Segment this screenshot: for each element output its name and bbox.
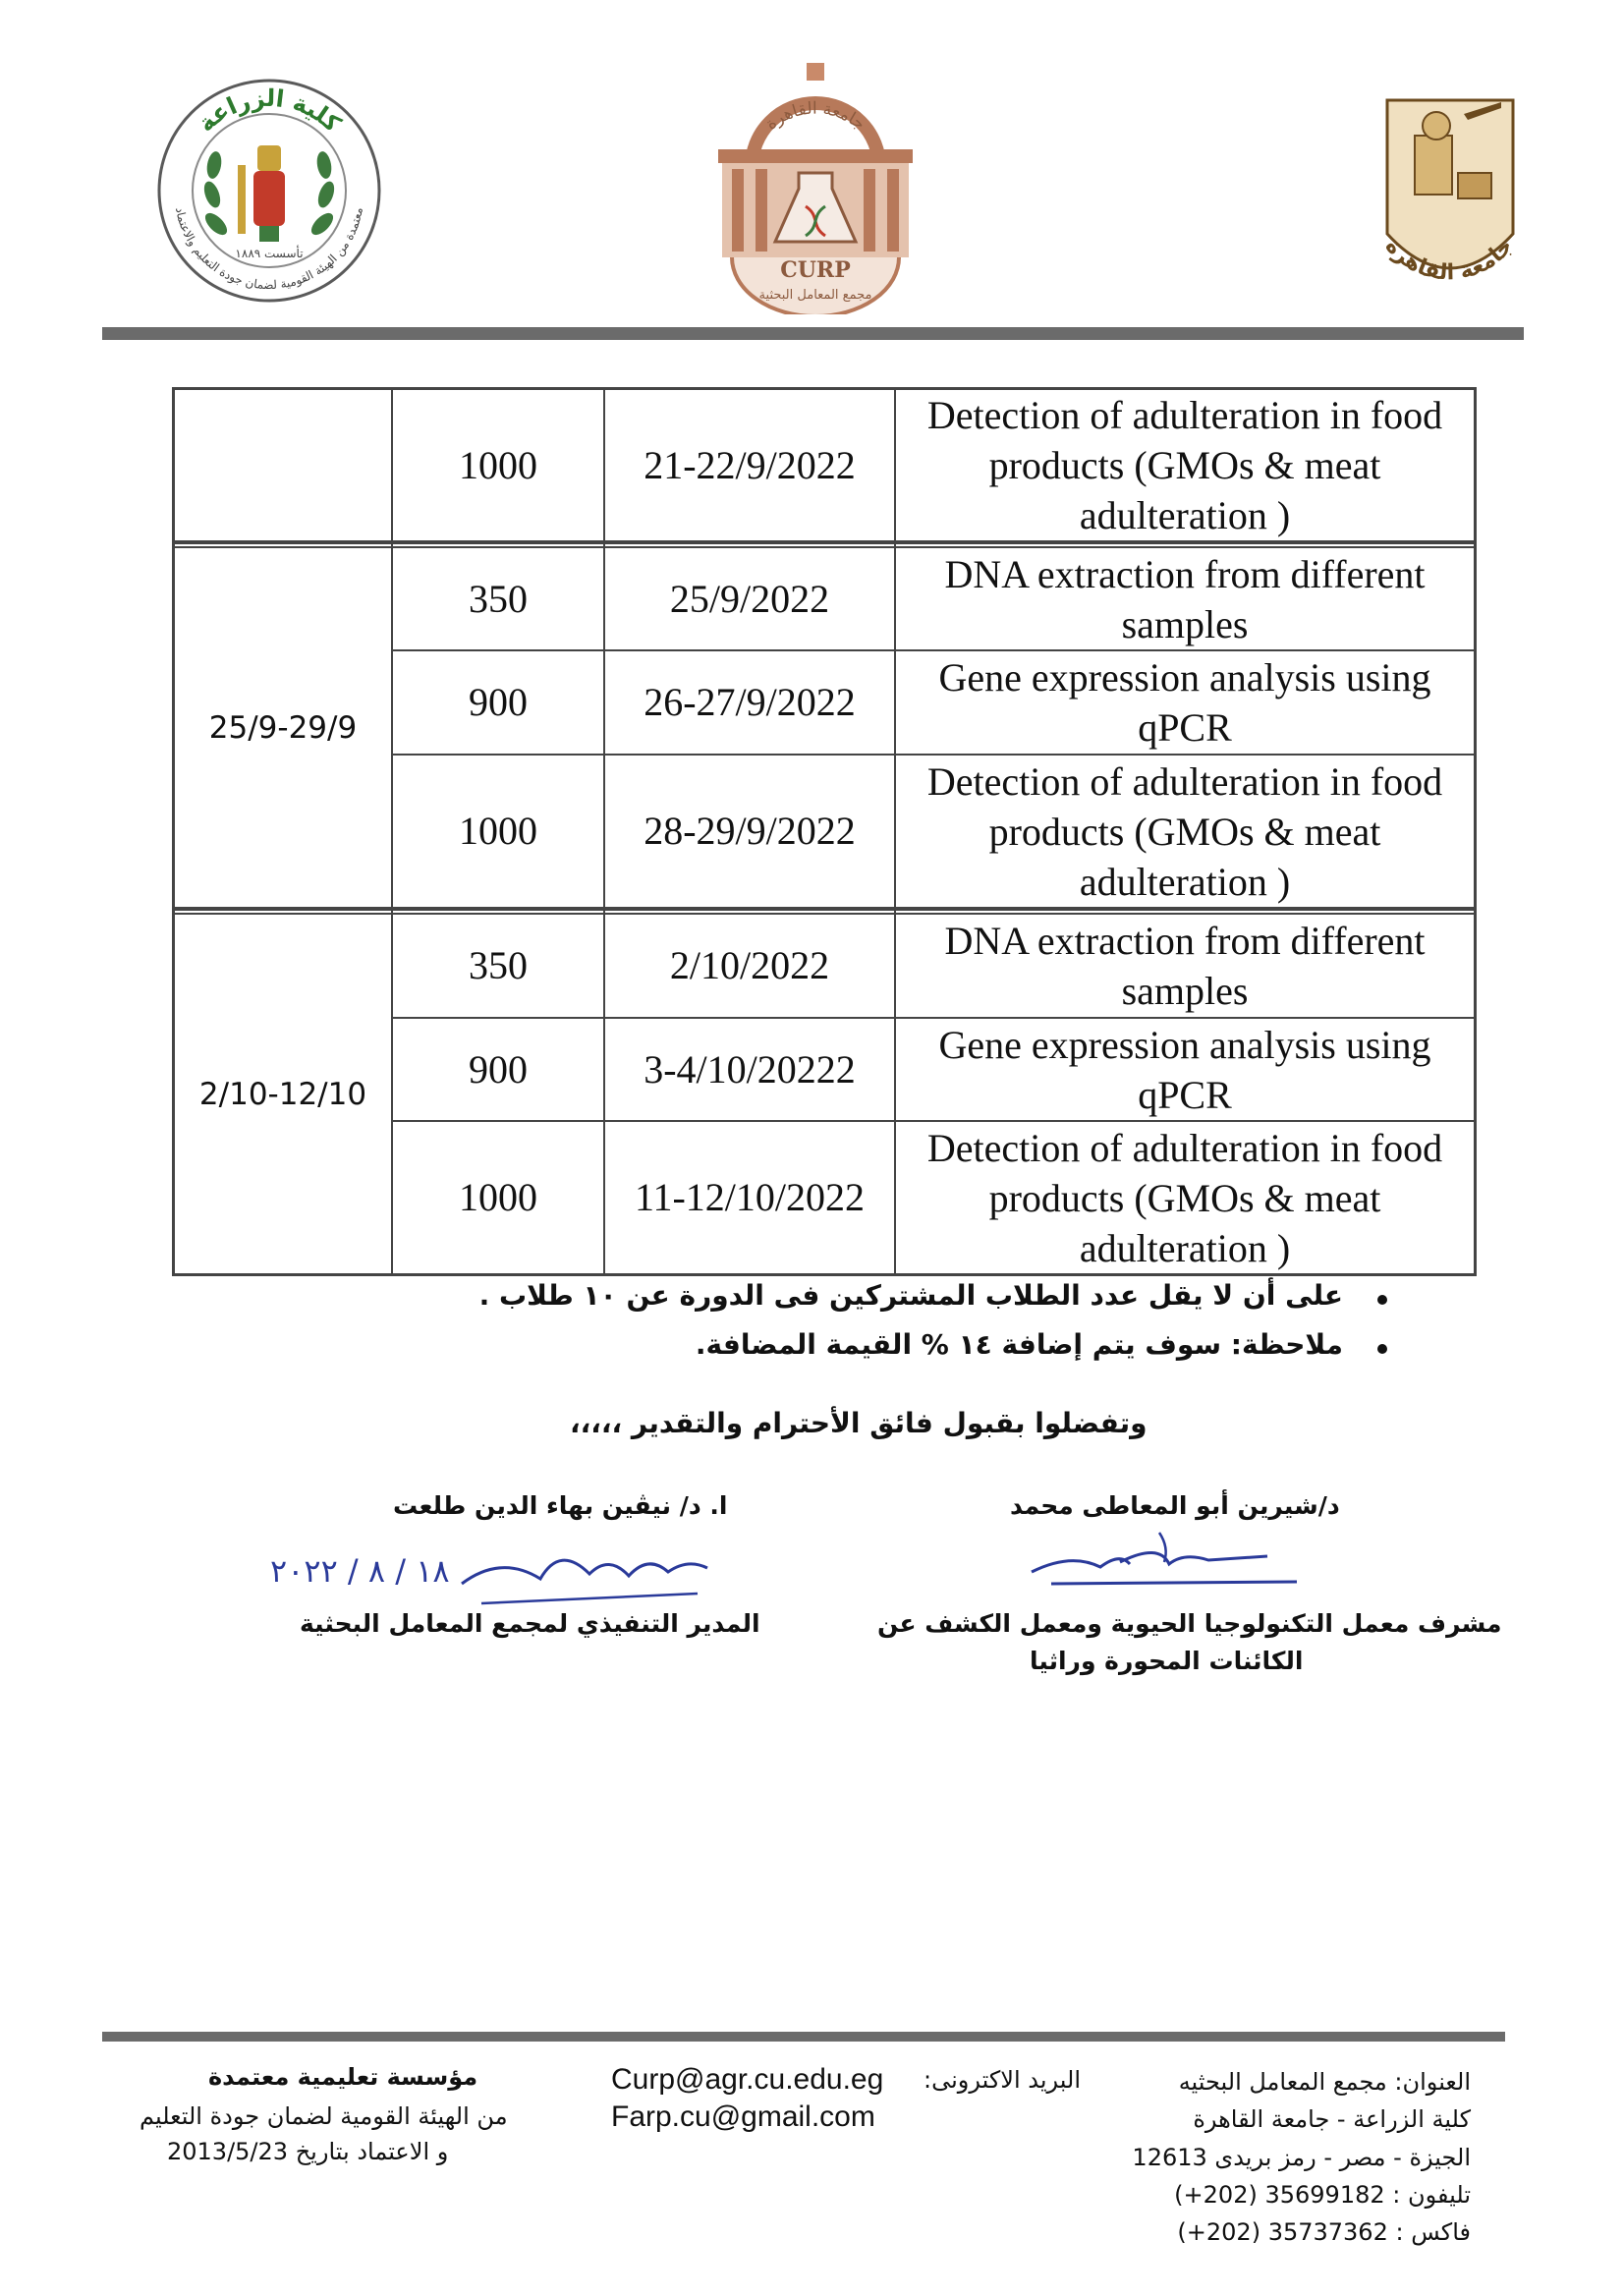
price-cell: 1000 [459, 809, 537, 853]
course-cell: Detection of adulteration in food products (GMOs & meat adulteration ) [926, 1125, 1443, 1270]
curp-logo [712, 59, 919, 314]
seal-arc-text: كلية الزراعة [192, 84, 347, 138]
svg-text:كلية الزراعة [193, 84, 346, 138]
signer-left-title: المدير التنفيذي لمجمع المعامل البحثية [300, 1609, 760, 1638]
course-cell: DNA extraction from different samples [944, 919, 1426, 1013]
curp-wordmark: CURP [780, 257, 851, 283]
week-cell: 25/9-29/9 [208, 709, 358, 746]
signature-left [265, 1525, 737, 1623]
note-vat: ملاحظة: سوف يتم إضافة ١٤ % القيمة المضافة. [695, 1328, 1343, 1361]
signer-right-title-line2: الكائنات المحورة وراثيا [1030, 1647, 1304, 1675]
course-cell: Detection of adulteration in food products (GMOs & meat adulteration ) [926, 393, 1443, 537]
cairo-logo-text: جامعة القاهرة [1379, 234, 1519, 286]
price-cell: 1000 [459, 1175, 537, 1219]
course-cell: Gene expression analysis using qPCR [938, 1022, 1431, 1117]
seal-accredit-text: معتمدة من الهيئة القومية لضمان جودة التعليم والاعتماد [173, 205, 365, 293]
week-cell [175, 390, 391, 540]
header-divider [102, 327, 1524, 340]
footer-fax: فاكس : 35737362 (202+) [1177, 2218, 1471, 2246]
footer-divider [102, 2032, 1505, 2042]
handwritten-date: ١٨ / ٨ / ٢٠٢٢ [270, 1552, 450, 1590]
note-min-students: على أن لا يقل عدد الطلاب المشتركين فى الدورة عن ١٠ طلاب . [478, 1279, 1343, 1312]
footer-accredit-line1: من الهيئة القومية لضمان جودة التعليم [140, 2102, 508, 2130]
footer-address-line2: كلية الزراعة - جامعة القاهرة [1193, 2105, 1471, 2133]
date-cell: 25/9/2022 [669, 576, 830, 621]
cairo-university-logo [1375, 96, 1523, 303]
footer-address-label: العنوان: مجمع المعامل البحثيه [1178, 2068, 1471, 2096]
signer-right-name: د/شيرين أبو المعاطى محمد [1010, 1491, 1340, 1520]
date-cell: 28-29/9/2022 [644, 809, 856, 853]
note-bullet [1377, 1344, 1387, 1354]
date-cell: 2/10/2022 [669, 943, 830, 987]
date-cell: 26-27/9/2022 [644, 680, 856, 724]
course-cell: DNA extraction from different samples [944, 551, 1426, 646]
closing-line: وتفضلوا بقبول فائق الأحترام والتقدير ،،،،، [570, 1407, 1148, 1439]
date-cell: 11-12/10/2022 [634, 1175, 866, 1219]
curp-subtitle: مجمع المعامل البحثية [758, 288, 872, 303]
price-cell: 350 [469, 576, 528, 621]
price-cell: 900 [469, 680, 528, 724]
date-cell: 3-4/10/20222 [644, 1046, 856, 1092]
svg-text:جامعة القاهرة [762, 99, 869, 135]
faculty-of-agriculture-seal [155, 77, 383, 305]
week-cell: 2/10-12/10 [198, 1076, 367, 1112]
footer-email-secondary[interactable]: Farp.cu@gmail.com [611, 2100, 875, 2133]
price-cell: 350 [469, 943, 528, 987]
footer-accredit-line2: و الاعتماد بتاريخ 2013/5/23 [167, 2138, 449, 2165]
date-cell: 21-22/9/2022 [644, 442, 856, 487]
footer-email-label: البريد الاكترونى: [924, 2066, 1081, 2094]
seal-year: تأسست ١٨٨٩ [235, 247, 304, 260]
footer-accredit-title: مؤسسة تعليمية معتمدة [208, 2063, 478, 2091]
signer-left-name: ا. د/ نيڤين بهاء الدين طلعت [393, 1491, 728, 1520]
course-cell: Gene expression analysis using qPCR [938, 655, 1431, 750]
note-bullet [1377, 1295, 1387, 1305]
price-cell: 900 [469, 1046, 528, 1092]
footer-email-primary[interactable]: Curp@agr.cu.edu.eg [611, 2063, 884, 2096]
footer-address-line3: الجيزة - مصر - رمز بريدى 12613 [1132, 2144, 1471, 2171]
course-cell: Detection of adulteration in food products (GMOs & meat adulteration ) [926, 758, 1443, 904]
price-cell: 1000 [459, 442, 537, 487]
signature-right [1012, 1523, 1307, 1601]
signer-right-title: مشرف معمل التكنولوجيا الحيوية ومعمل الكشف عن [877, 1609, 1502, 1638]
curp-arc-text: جامعة القاهرة [761, 98, 869, 135]
footer-phone: تليفون : 35699182 (202+) [1174, 2181, 1471, 2209]
